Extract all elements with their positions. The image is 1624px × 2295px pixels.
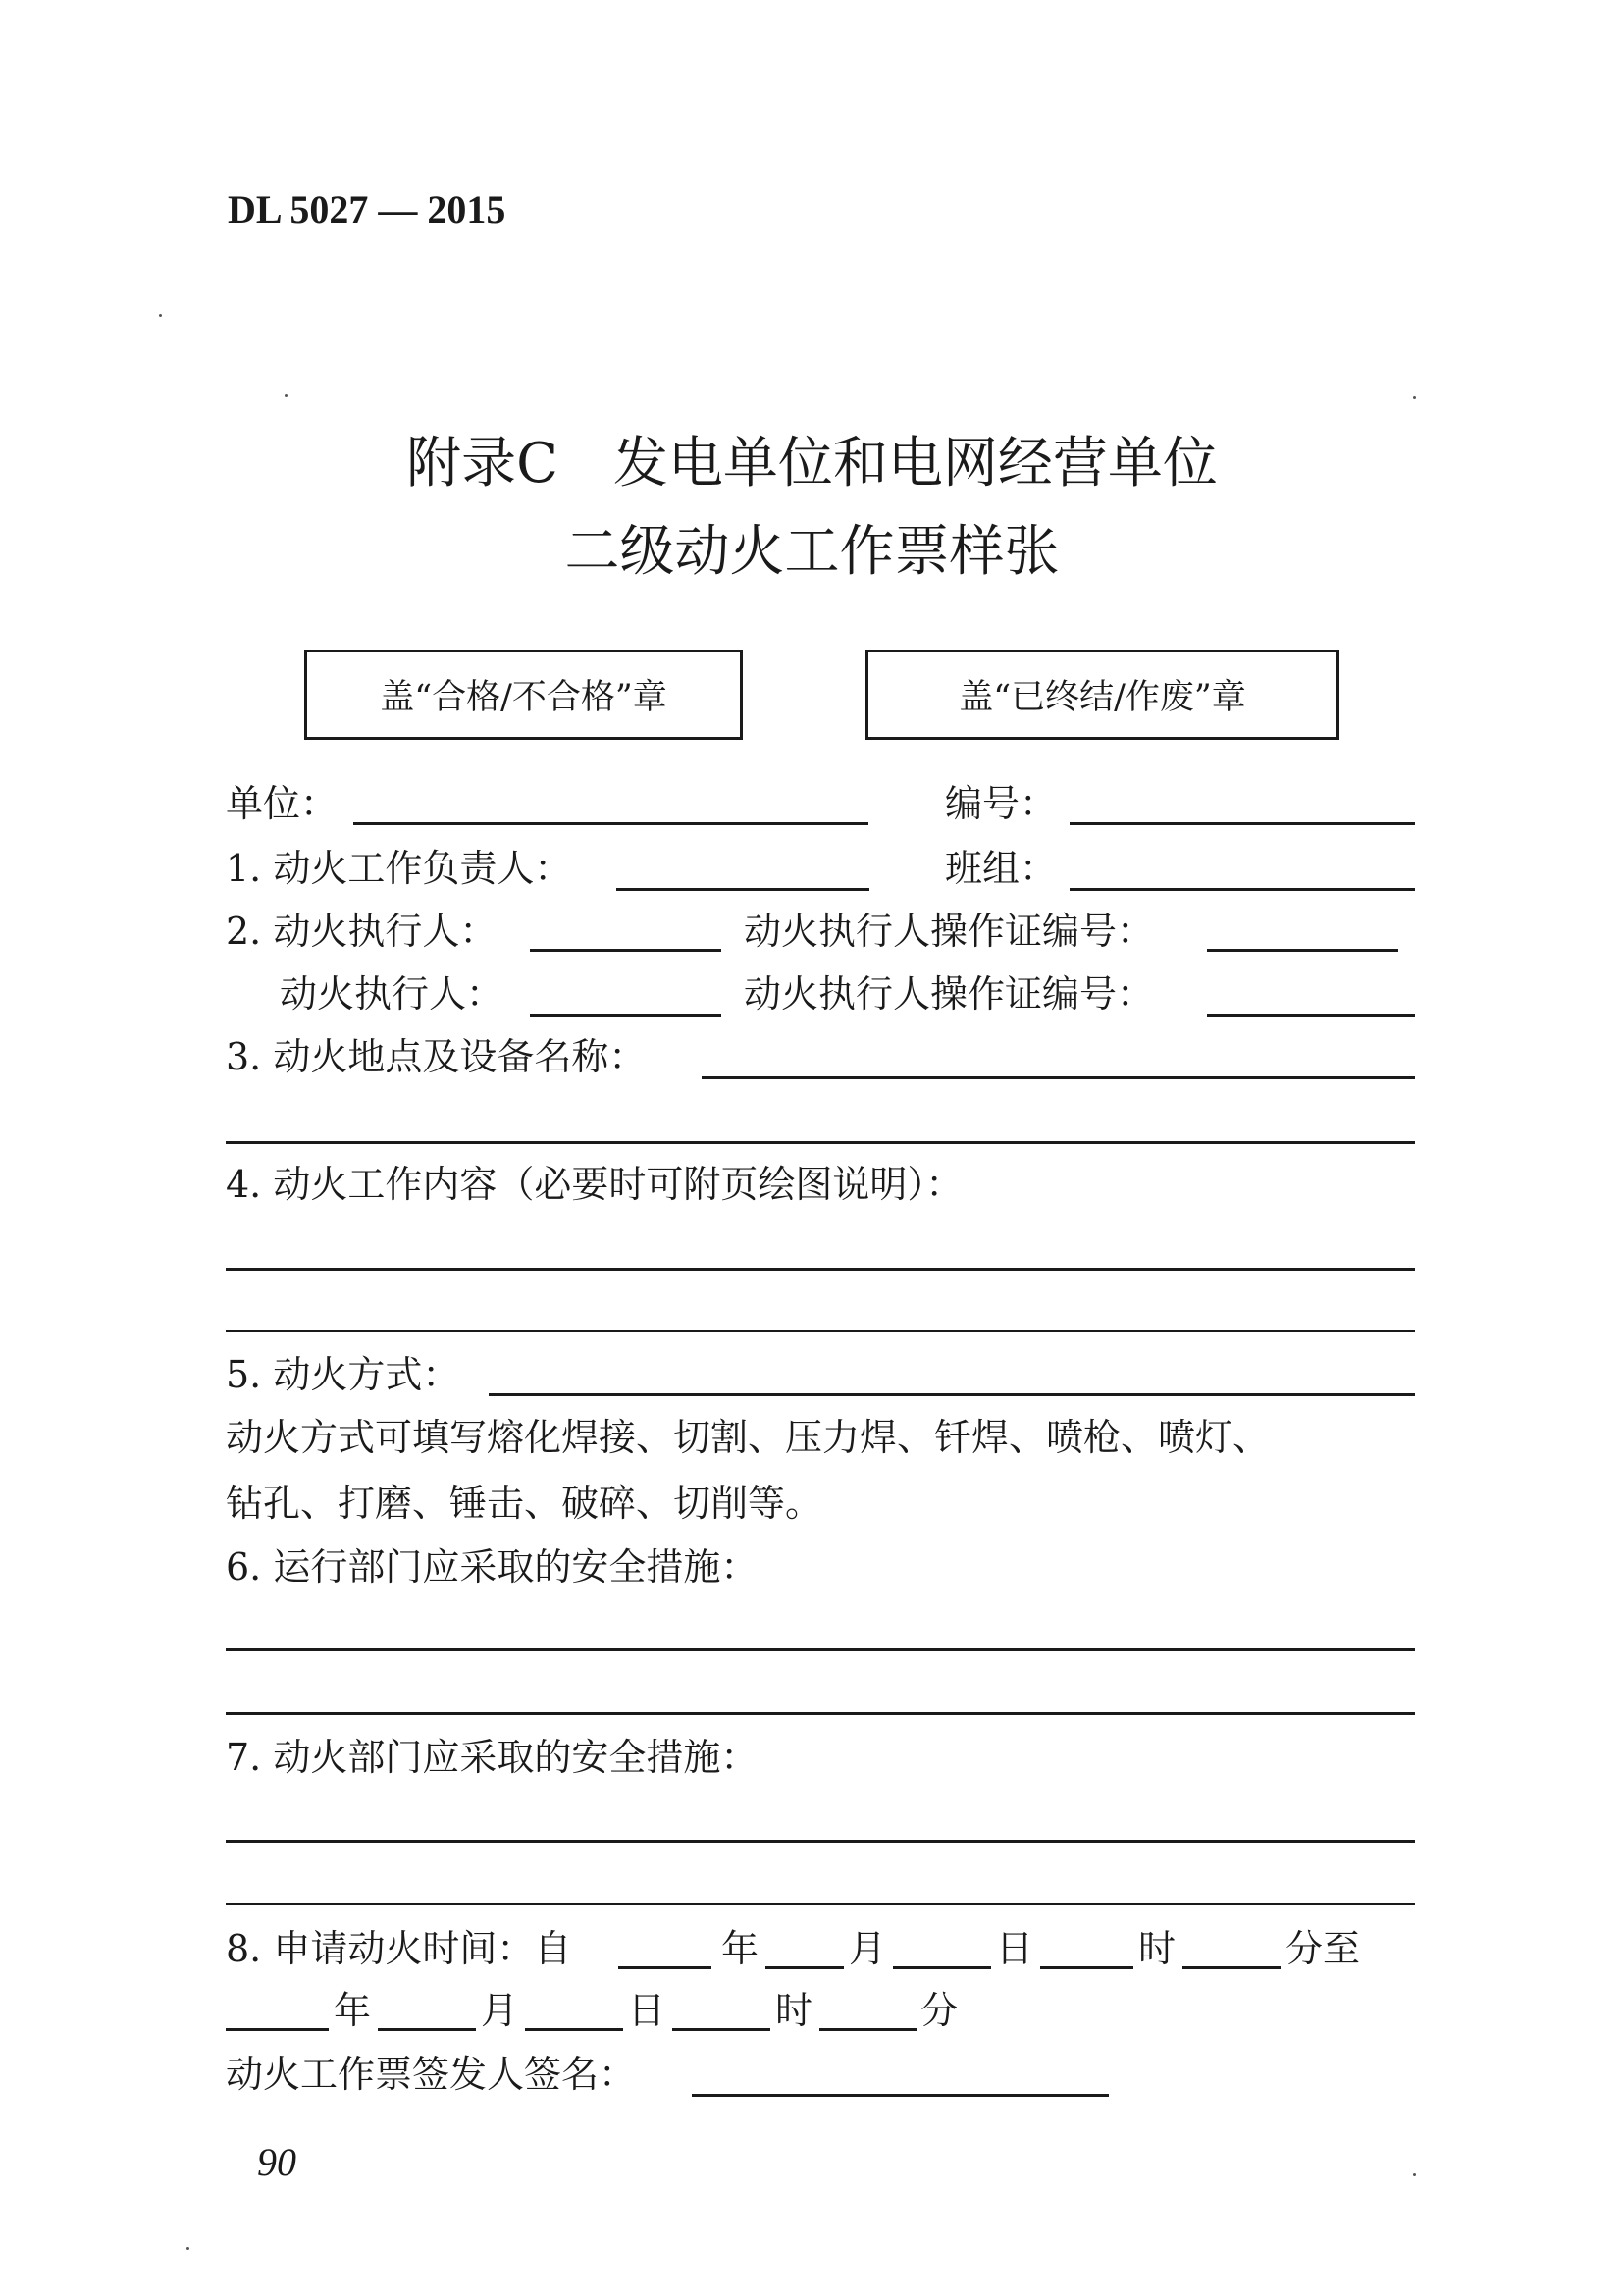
field-issuer-signature[interactable] xyxy=(692,2094,1109,2097)
label-unit: 单位： xyxy=(226,782,339,825)
label-executor-1: 2. 动火执行人： xyxy=(226,910,498,953)
label-executor-2: 动火执行人： xyxy=(280,972,504,1016)
field-work-content-line-2[interactable] xyxy=(226,1330,1415,1332)
field-number[interactable] xyxy=(1070,822,1415,825)
field-unit[interactable] xyxy=(353,822,868,825)
label-day-start: 日 xyxy=(996,1927,1034,1970)
field-work-content-line-1[interactable] xyxy=(226,1268,1415,1271)
field-location[interactable] xyxy=(702,1076,1415,1079)
field-ops-safety-line-1[interactable] xyxy=(226,1648,1415,1651)
field-end-minute[interactable] xyxy=(819,2028,917,2031)
method-note-line-1: 动火方式可填写熔化焊接、切割、压力焊、钎焊、喷枪、喷灯、 xyxy=(226,1416,1271,1459)
label-team: 班组： xyxy=(945,847,1058,890)
field-end-day[interactable] xyxy=(525,2028,623,2031)
field-cert-no-1[interactable] xyxy=(1207,949,1398,952)
label-cert-no-1: 动火执行人操作证编号： xyxy=(744,910,1155,953)
label-apply-time: 8. 申请动火时间：自 xyxy=(226,1927,572,1970)
label-month-start: 月 xyxy=(849,1927,887,1970)
field-end-hour[interactable] xyxy=(672,2028,770,2031)
label-year-end: 年 xyxy=(334,1989,372,2032)
label-number: 编号： xyxy=(945,782,1058,825)
label-month-end: 月 xyxy=(481,1989,519,2032)
field-dept-safety-line-1[interactable] xyxy=(226,1840,1415,1843)
field-fire-method[interactable] xyxy=(489,1393,1415,1396)
label-work-leader: 1. 动火工作负责人： xyxy=(226,847,572,890)
field-dept-safety-line-2[interactable] xyxy=(226,1903,1415,1905)
field-start-day[interactable] xyxy=(893,1966,991,1969)
field-end-year[interactable] xyxy=(226,2028,329,2031)
label-day-end: 日 xyxy=(628,1989,666,2032)
stamp-label-terminated: 盖“已终结/作废”章 xyxy=(959,678,1246,717)
label-minute-to: 分至 xyxy=(1285,1927,1361,1970)
label-ops-safety: 6. 运行部门应采取的安全措施： xyxy=(226,1545,759,1589)
field-executor-1[interactable] xyxy=(530,949,721,952)
stamp-box-terminated xyxy=(865,650,1339,740)
document-code: DL 5027 — 2015 xyxy=(228,187,506,232)
field-start-month[interactable] xyxy=(765,1966,844,1969)
page-number: 90 xyxy=(257,2140,296,2184)
scan-speck xyxy=(1413,2173,1416,2176)
field-ops-safety-line-2[interactable] xyxy=(226,1712,1415,1715)
field-executor-2[interactable] xyxy=(530,1014,721,1017)
field-start-hour[interactable] xyxy=(1040,1966,1133,1969)
field-start-minute[interactable] xyxy=(1182,1966,1281,1969)
stamp-box-qualified xyxy=(304,650,743,740)
method-note-line-2: 钻孔、打磨、锤击、破碎、切削等。 xyxy=(226,1482,823,1525)
page-subtitle: 二级动火工作票样张 xyxy=(564,520,1060,584)
label-fire-method: 5. 动火方式： xyxy=(226,1353,460,1396)
field-end-month[interactable] xyxy=(378,2028,476,2031)
field-team[interactable] xyxy=(1070,888,1415,891)
scan-speck xyxy=(159,314,162,317)
stamp-label-qualified: 盖“合格/不合格”章 xyxy=(380,678,667,717)
page-title: 附录C 发电单位和电网经营单位 xyxy=(406,432,1218,496)
scan-speck xyxy=(186,2247,189,2250)
label-work-content: 4. 动火工作内容（必要时可附页绘图说明）： xyxy=(226,1163,964,1206)
field-cert-no-2[interactable] xyxy=(1207,1014,1415,1017)
field-location-line-2[interactable] xyxy=(226,1141,1415,1144)
label-hour-start: 时 xyxy=(1138,1927,1177,1970)
label-dept-safety: 7. 动火部门应采取的安全措施： xyxy=(226,1736,759,1779)
label-hour-end: 时 xyxy=(775,1989,813,2032)
scan-speck xyxy=(285,394,288,397)
field-start-year[interactable] xyxy=(618,1966,711,1969)
label-year-start: 年 xyxy=(721,1927,760,1970)
label-location: 3. 动火地点及设备名称： xyxy=(226,1035,647,1078)
label-cert-no-2: 动火执行人操作证编号： xyxy=(744,972,1155,1016)
label-minute-end: 分 xyxy=(920,1989,959,2032)
field-work-leader[interactable] xyxy=(616,888,869,891)
label-issuer-signature: 动火工作票签发人签名： xyxy=(226,2053,637,2096)
scan-speck xyxy=(1413,396,1416,399)
